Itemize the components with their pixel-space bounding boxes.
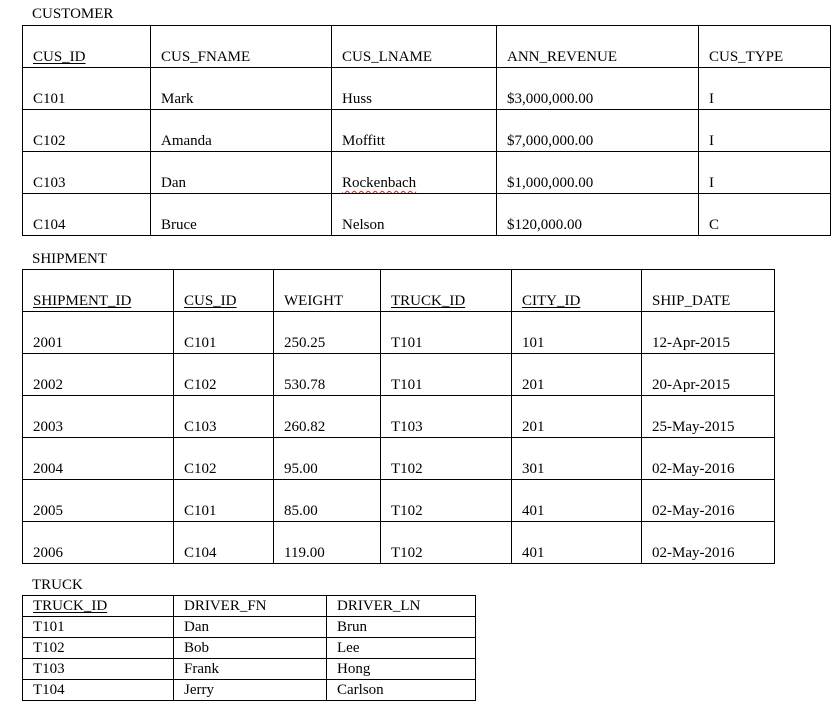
column-header: CUS_TYPE: [699, 26, 831, 68]
table-cell: Lee: [327, 638, 476, 659]
table-cell: C104: [23, 194, 151, 236]
table-cell: 250.25: [274, 312, 381, 354]
customer-table-title: CUSTOMER: [32, 6, 114, 22]
shipment-table-title: SHIPMENT: [32, 251, 108, 267]
table-cell: T103: [381, 396, 512, 438]
table-cell: Moffitt: [332, 110, 497, 152]
table-cell: C103: [23, 152, 151, 194]
table-cell: $120,000.00: [497, 194, 699, 236]
table-cell: 260.82: [274, 396, 381, 438]
table-cell: I: [699, 152, 831, 194]
truck-table: [22, 595, 476, 701]
table-cell: 401: [512, 522, 642, 564]
table-cell: T101: [381, 312, 512, 354]
table-cell: 25-May-2015: [642, 396, 775, 438]
table-cell: $1,000,000.00: [497, 152, 699, 194]
table-cell: C103: [174, 396, 274, 438]
table-cell: C102: [174, 438, 274, 480]
table-cell: 119.00: [274, 522, 381, 564]
table-cell: T104: [23, 680, 174, 701]
table-cell: [332, 152, 497, 194]
table-cell: C102: [174, 354, 274, 396]
table-cell: T102: [381, 522, 512, 564]
column-header: WEIGHT: [274, 270, 381, 312]
table-cell: 2001: [23, 312, 174, 354]
table-cell: Brun: [327, 617, 476, 638]
column-header: CUS_ID: [23, 26, 151, 68]
column-header: CUS_LNAME: [332, 26, 497, 68]
table-row: [23, 312, 775, 354]
table-row: [23, 638, 476, 659]
table-cell: $3,000,000.00: [497, 68, 699, 110]
table-header-row: [23, 270, 775, 312]
table-row: [23, 396, 775, 438]
column-header: TRUCK_ID: [23, 596, 174, 617]
table-cell: Mark: [151, 68, 332, 110]
table-cell: C102: [23, 110, 151, 152]
table-row: [23, 659, 476, 680]
table-cell: Bob: [174, 638, 327, 659]
table-row: [23, 194, 831, 236]
table-row: [23, 438, 775, 480]
table-header-row: [23, 26, 831, 68]
table-cell: Carlson: [327, 680, 476, 701]
table-cell: Dan: [151, 152, 332, 194]
table-cell: 12-Apr-2015: [642, 312, 775, 354]
table-cell: C101: [174, 312, 274, 354]
table-cell: T102: [381, 438, 512, 480]
column-header: SHIP_DATE: [642, 270, 775, 312]
table-cell: 201: [512, 396, 642, 438]
table-cell: Dan: [174, 617, 327, 638]
truck-table-title: TRUCK: [32, 577, 83, 593]
table-row: [23, 522, 775, 564]
column-header: DRIVER_LN: [327, 596, 476, 617]
table-cell: C104: [174, 522, 274, 564]
column-header: TRUCK_ID: [381, 270, 512, 312]
table-cell: Frank: [174, 659, 327, 680]
table-cell: 301: [512, 438, 642, 480]
table-cell: 20-Apr-2015: [642, 354, 775, 396]
spellcheck-marked-text: Rockenbach: [342, 175, 417, 191]
table-row: [23, 617, 476, 638]
table-cell: 02-May-2016: [642, 480, 775, 522]
table-cell: T103: [23, 659, 174, 680]
table-cell: 02-May-2016: [642, 522, 775, 564]
table-cell: 201: [512, 354, 642, 396]
table-cell: 95.00: [274, 438, 381, 480]
table-cell: Jerry: [174, 680, 327, 701]
table-row: [23, 480, 775, 522]
column-header: DRIVER_FN: [174, 596, 327, 617]
table-cell: C: [699, 194, 831, 236]
table-cell: 2002: [23, 354, 174, 396]
table-cell: I: [699, 110, 831, 152]
column-header: CITY_ID: [512, 270, 642, 312]
column-header: CUS_FNAME: [151, 26, 332, 68]
table-cell: $7,000,000.00: [497, 110, 699, 152]
table-cell: I: [699, 68, 831, 110]
table-cell: T102: [381, 480, 512, 522]
table-cell: 2003: [23, 396, 174, 438]
table-cell: T101: [23, 617, 174, 638]
column-header: SHIPMENT_ID: [23, 270, 174, 312]
customer-table: [22, 25, 831, 236]
table-row: [23, 354, 775, 396]
table-cell: T101: [381, 354, 512, 396]
column-header: ANN_REVENUE: [497, 26, 699, 68]
table-cell: C101: [23, 68, 151, 110]
table-cell: Bruce: [151, 194, 332, 236]
table-cell: 2006: [23, 522, 174, 564]
table-cell: 2005: [23, 480, 174, 522]
table-cell: 401: [512, 480, 642, 522]
table-cell: 101: [512, 312, 642, 354]
table-cell: Huss: [332, 68, 497, 110]
column-header: CUS_ID: [174, 270, 274, 312]
table-header-row: [23, 596, 476, 617]
table-row: [23, 68, 831, 110]
table-cell: C101: [174, 480, 274, 522]
table-cell: Nelson: [332, 194, 497, 236]
table-cell: Hong: [327, 659, 476, 680]
table-row: [23, 110, 831, 152]
table-cell: 02-May-2016: [642, 438, 775, 480]
table-cell: 530.78: [274, 354, 381, 396]
table-cell: 85.00: [274, 480, 381, 522]
table-cell: Amanda: [151, 110, 332, 152]
shipment-table: [22, 269, 775, 564]
table-cell: T102: [23, 638, 174, 659]
table-row: [23, 680, 476, 701]
table-row: [23, 152, 831, 194]
table-cell: 2004: [23, 438, 174, 480]
